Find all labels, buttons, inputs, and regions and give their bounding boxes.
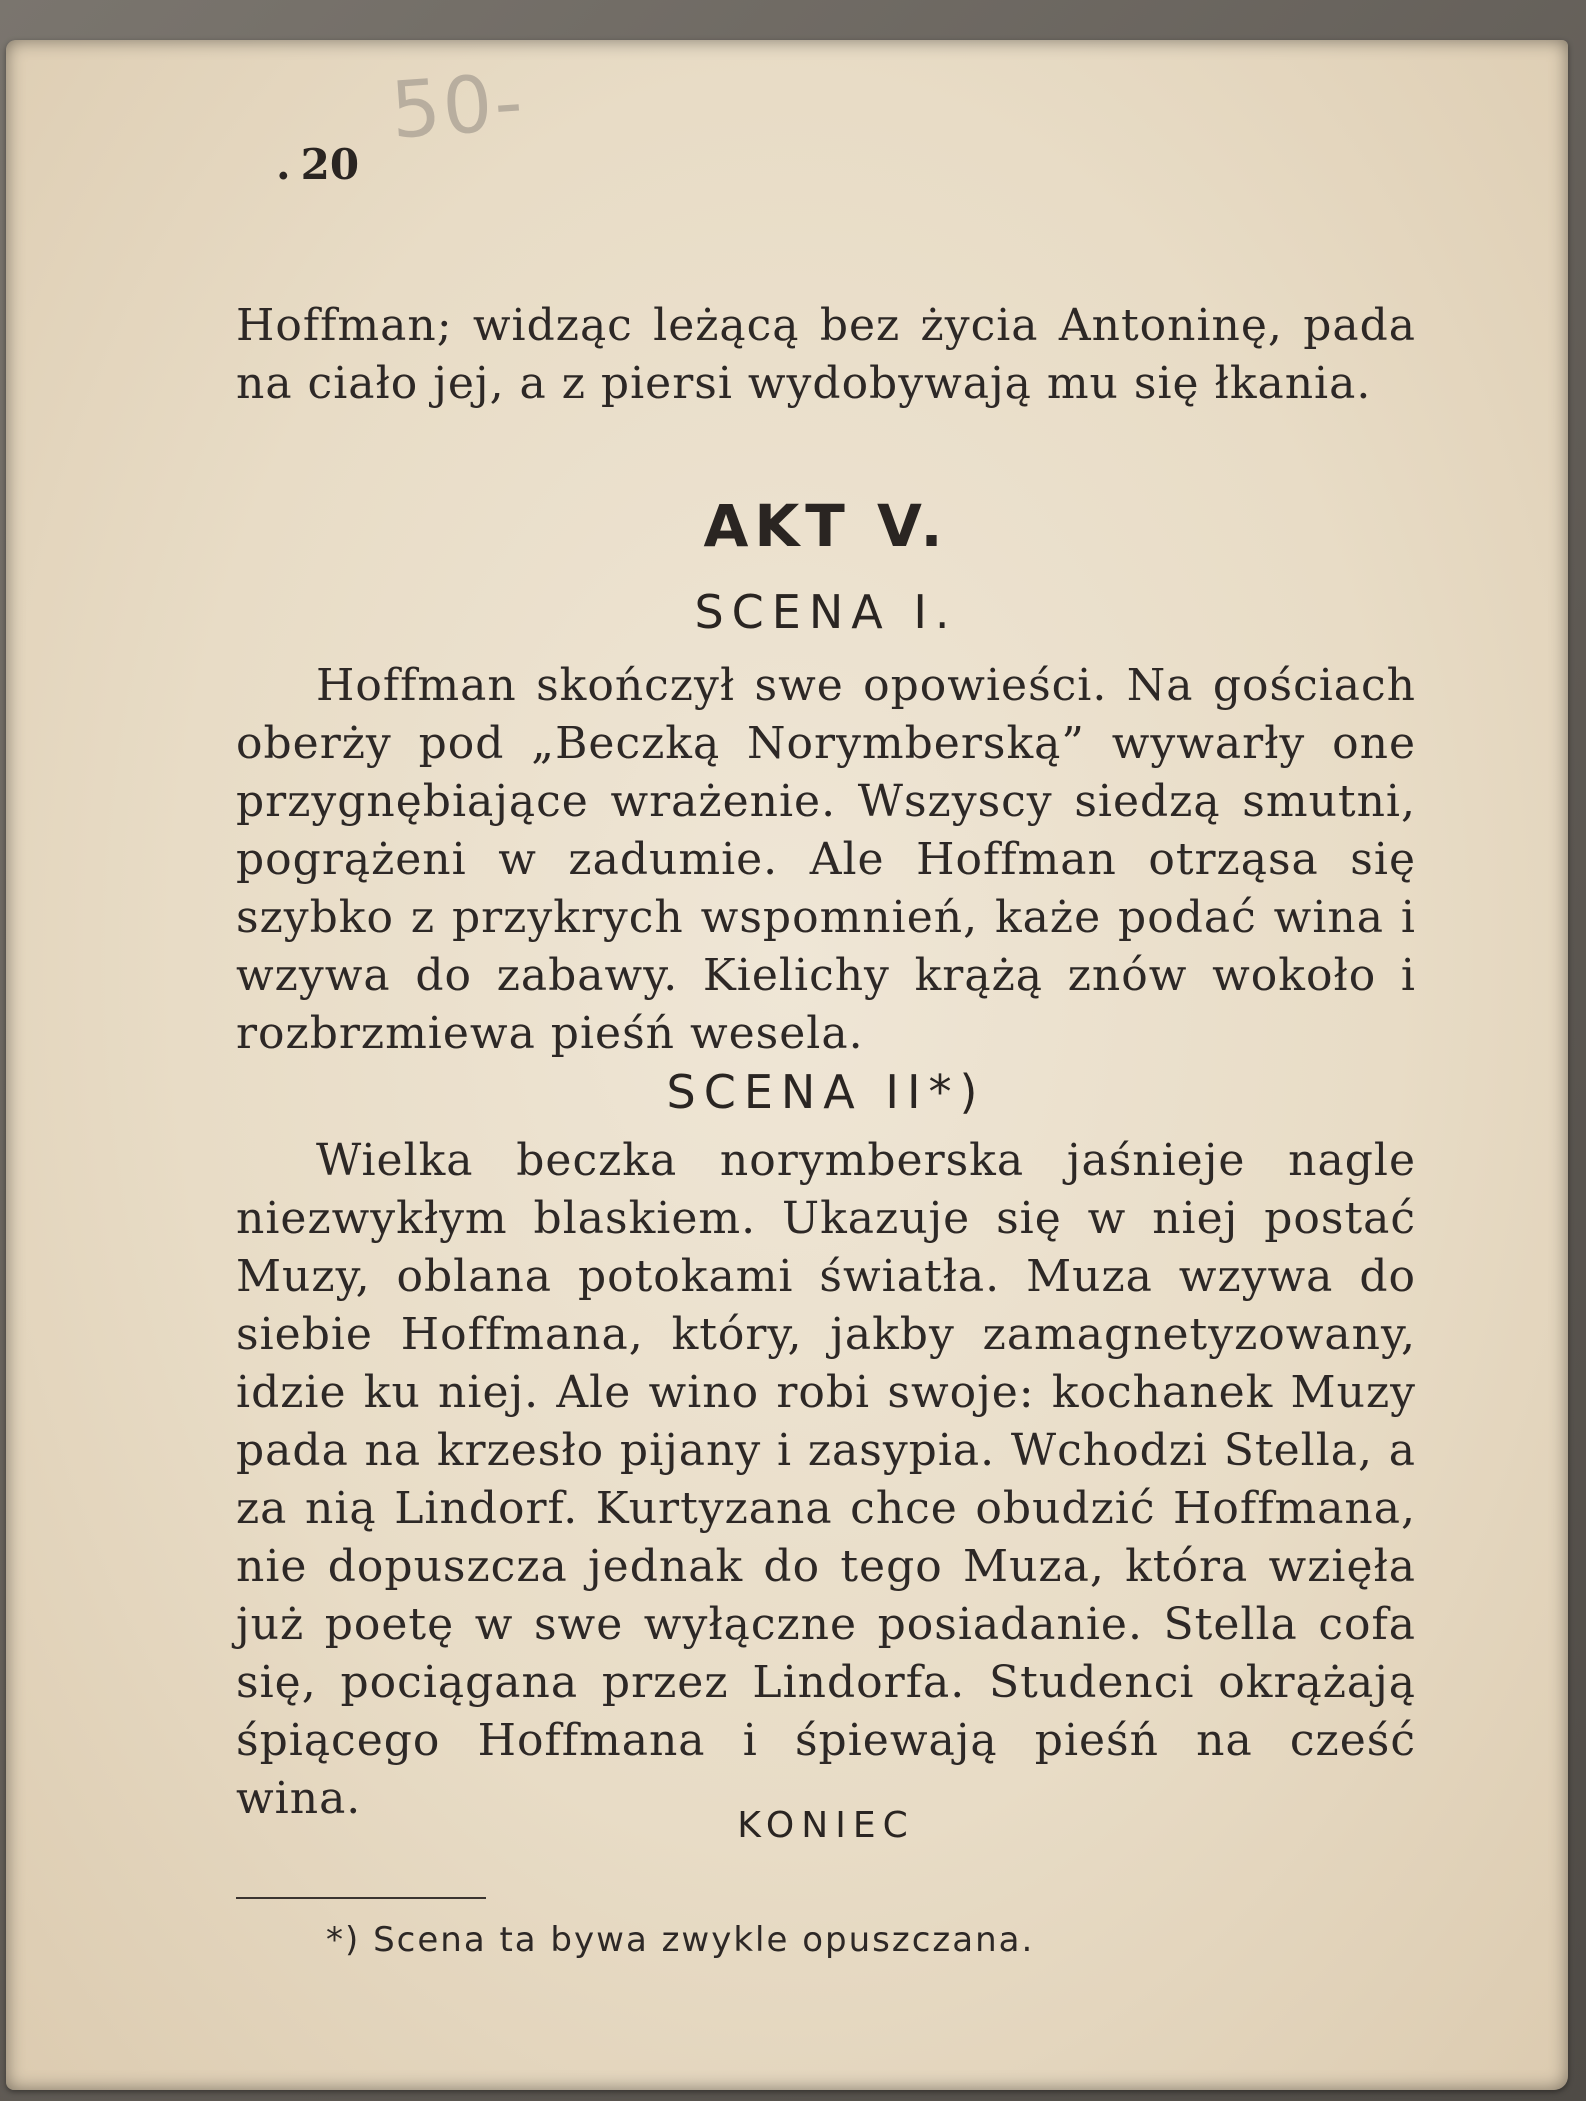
footnote-divider [236,1897,486,1899]
pencil-mark: 50- [388,57,528,157]
act-title: AKT V. [703,492,949,560]
scene-1-paragraph: Hoffman skończył swe opowieści. Na gościach oberży pod „Beczką Norymberską” wywarły one przygnębiające wrażenie. Wszyscy siedzą smutni, pogrążeni w zadumie. Ale Hoffman otrząsa się szybko z przykrych wspomnień, każe podać wina i wzywa do zabawy. Kielichy krążą znów wokoło i rozbrzmiewa pieśń wesela. [236,660,1416,1059]
page-number-value: 20 [300,140,360,189]
page-number: . 20 [276,140,360,189]
footnote: *) Scena ta bywa zwykle opuszczana. [326,1920,1035,1960]
scene-2-paragraph: Wielka beczka norymberska jaśnieje nagle niezwykłym blaskiem. Ukazuje się w niej postać Muzy, oblana potokami światła. Muza wzywa do siebie Hoffmana, który, jakby zamagnetyzowany, idzie ku niej. Ale wino robi swoje: kochanek Muzy pada na krzesło pijany i zasypia. Wchodzi Stella, a za nią Lindorf. Kurtyzana chce obudzić Hoffmana, nie dopuszcza jednak do tego Muza, która wzięła już poetę w swe wyłączne posiadanie. Stella cofa się, pociągana przez Lindorfa. Studenci okrążają śpiącego Hoffmana i śpiewają pieśń na cześć wina. [236,1135,1416,1824]
scene-2-title: SCENA II*) [666,1065,986,1119]
scene-1-title: SCENA I. [694,585,958,639]
intro-paragraph: Hoffman; widząc leżącą bez życia Antoninę, pada na ciało jej, a z piersi wydobywają mu się łkania. [236,300,1416,409]
ending-label: KONIEC [737,1805,915,1846]
book-page [6,40,1568,2090]
